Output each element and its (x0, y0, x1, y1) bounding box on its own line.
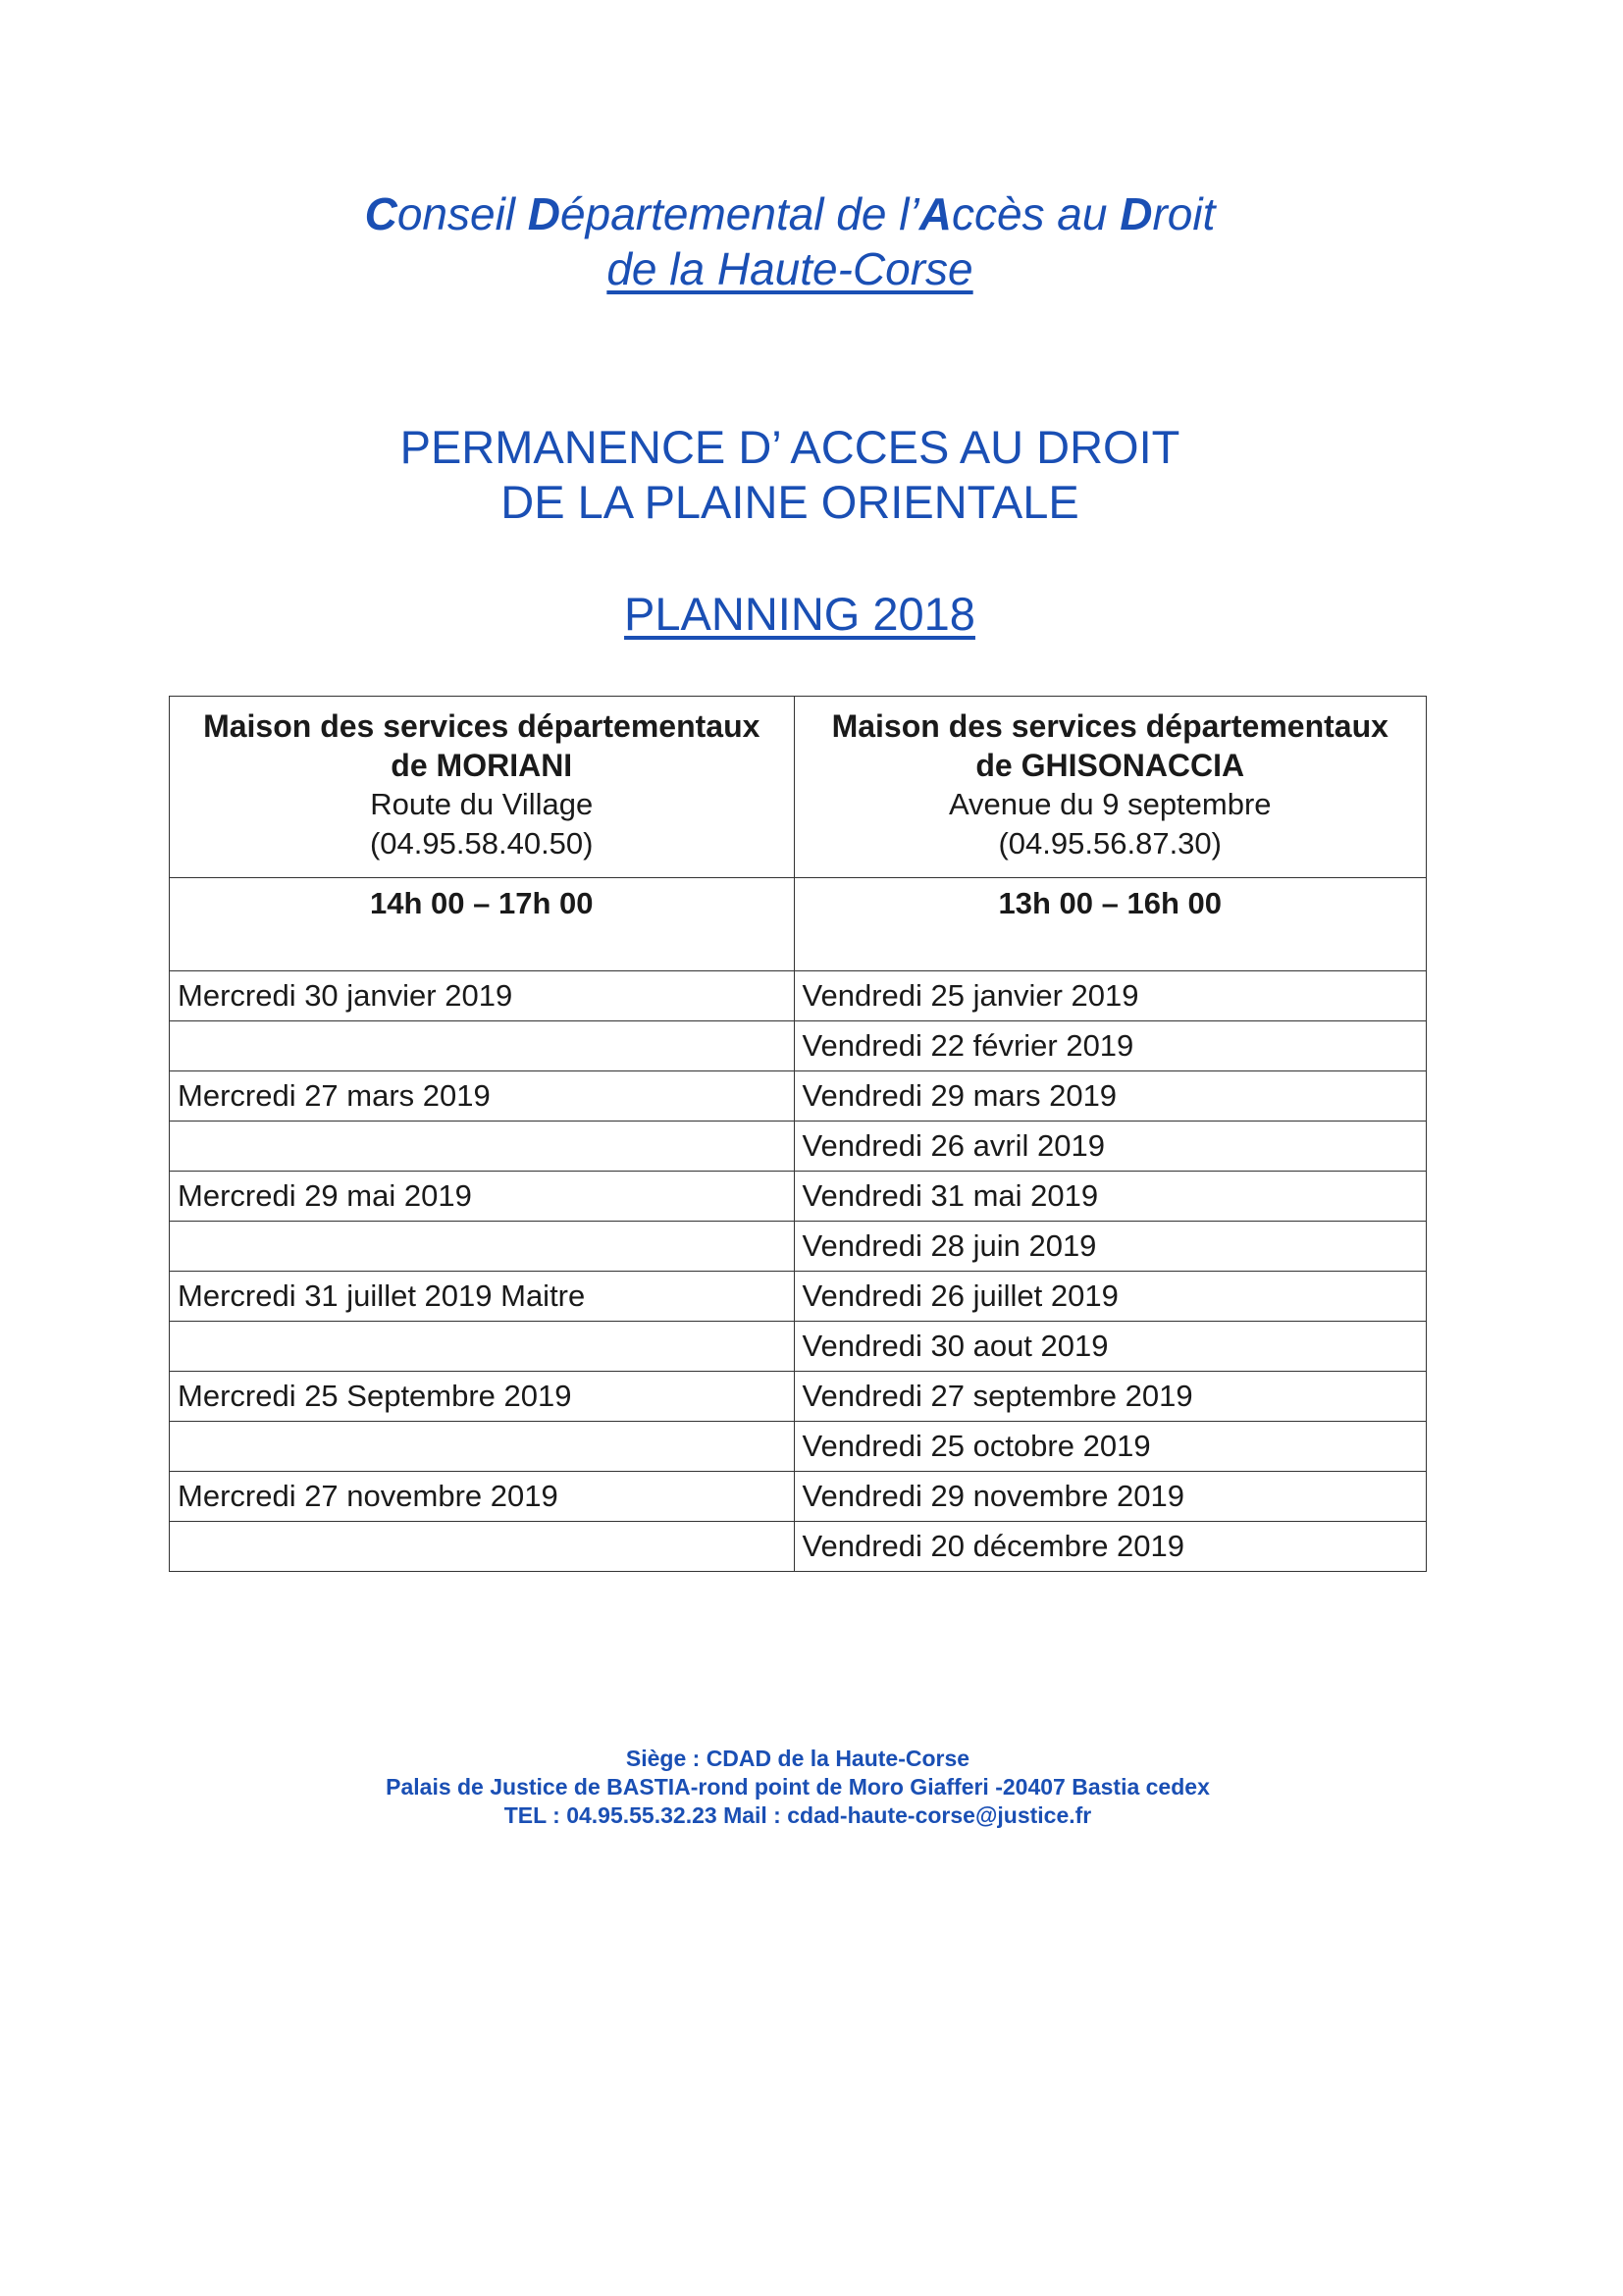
council-title-part: C (364, 188, 397, 239)
date-text: Vendredi 30 aout 2019 (802, 1329, 1109, 1363)
moriani-date-cell (170, 1322, 795, 1372)
moriani-date-cell (170, 1071, 795, 1122)
footer-line3: TEL : 04.95.55.32.23 Mail : cdad-haute-corse@justice.fr (503, 1802, 1092, 1828)
site-address: Avenue du 9 septembre (948, 787, 1272, 821)
council-title (0, 186, 1580, 296)
council-title-part: épartemental de l’ (560, 188, 919, 239)
moriani-date-cell (170, 1422, 795, 1472)
table-row (170, 1222, 1427, 1272)
site-name-line2: de GHISONACCIA (975, 748, 1245, 783)
date-text: Mercredi 27 novembre 2019 (178, 1479, 558, 1513)
site-header-row (170, 697, 1427, 878)
permanence-title-line2: DE LA PLAINE ORIENTALE (500, 476, 1079, 528)
table-row (170, 1021, 1427, 1071)
ghisonaccia-date-cell (794, 971, 1427, 1021)
date-text: Vendredi 31 mai 2019 (802, 1178, 1099, 1213)
permanence-title (0, 420, 1580, 530)
date-text: Mercredi 25 Septembre 2019 (178, 1379, 572, 1413)
moriani-date-cell (170, 1222, 795, 1272)
ghisonaccia-date-cell (794, 1322, 1427, 1372)
date-text: Vendredi 29 mars 2019 (802, 1078, 1118, 1113)
table-row (170, 1372, 1427, 1422)
date-text: Vendredi 25 janvier 2019 (802, 978, 1139, 1013)
council-title-part: roit (1152, 188, 1216, 239)
council-title-part: D (1120, 188, 1153, 239)
moriani-date-cell (170, 1372, 795, 1422)
council-title-line1 (0, 186, 1580, 241)
council-title-line2: de la Haute-Corse (606, 243, 973, 294)
ghisonaccia-date-cell (794, 1222, 1427, 1272)
ghisonaccia-date-cell (794, 1272, 1427, 1322)
site-phone: (04.95.56.87.30) (998, 826, 1222, 861)
site-phone: (04.95.58.40.50) (369, 826, 594, 861)
site-address: Route du Village (370, 787, 594, 821)
site-cell-ghisonaccia (794, 697, 1427, 878)
ghisonaccia-date-cell (794, 1522, 1427, 1572)
footer-line2: Palais de Justice de BASTIA-rond point de Moro Giafferi -20407 Bastia cedex (386, 1774, 1210, 1800)
ghisonaccia-date-cell (794, 1472, 1427, 1522)
date-text: Mercredi 30 janvier 2019 (178, 978, 513, 1013)
council-title-part: A (918, 188, 952, 239)
hours-cell-moriani: 14h 00 – 17h 00 (170, 878, 795, 971)
table-row (170, 1172, 1427, 1222)
footer-line1: Siège : CDAD de la Haute-Corse (625, 1746, 970, 1771)
date-text: Mercredi 31 juillet 2019 Maitre (178, 1278, 586, 1313)
council-title-part: onseil (396, 188, 528, 239)
schedule-table (169, 696, 1427, 1572)
date-text: Vendredi 25 octobre 2019 (802, 1429, 1151, 1463)
table-row (170, 1322, 1427, 1372)
council-title-part: ccès au (951, 188, 1121, 239)
planning-title: PLANNING 2018 (624, 588, 975, 640)
moriani-date-cell (170, 1172, 795, 1222)
table-row (170, 1071, 1427, 1122)
moriani-date-cell (170, 971, 795, 1021)
date-text: Vendredi 26 avril 2019 (802, 1128, 1106, 1163)
moriani-date-cell (170, 1122, 795, 1172)
site-cell-moriani (170, 697, 795, 878)
moriani-date-cell (170, 1472, 795, 1522)
date-text: Mercredi 27 mars 2019 (178, 1078, 491, 1113)
moriani-date-cell (170, 1522, 795, 1572)
table-row (170, 1422, 1427, 1472)
date-text: Vendredi 26 juillet 2019 (802, 1278, 1119, 1313)
moriani-date-cell (170, 1272, 795, 1322)
date-text: Vendredi 22 février 2019 (802, 1028, 1134, 1063)
date-text: Vendredi 28 juin 2019 (802, 1228, 1097, 1263)
date-text: Mercredi 29 mai 2019 (178, 1178, 472, 1213)
ghisonaccia-date-cell (794, 1422, 1427, 1472)
ghisonaccia-date-cell (794, 1122, 1427, 1172)
hours-row (170, 878, 1427, 971)
moriani-date-cell (170, 1021, 795, 1071)
table-row (170, 1272, 1427, 1322)
council-title-part: D (527, 188, 561, 239)
ghisonaccia-date-cell (794, 1372, 1427, 1422)
table-row (170, 1122, 1427, 1172)
ghisonaccia-date-cell (794, 1172, 1427, 1222)
site-name-line2: de MORIANI (391, 748, 573, 783)
hours-cell-ghisonaccia: 13h 00 – 16h 00 (794, 878, 1427, 971)
ghisonaccia-date-cell (794, 1021, 1427, 1071)
footer (0, 1745, 1596, 1830)
site-name-line1: Maison des services départementaux (203, 708, 760, 744)
table-row (170, 1522, 1427, 1572)
site-name-line1: Maison des services départementaux (831, 708, 1388, 744)
table-row (170, 971, 1427, 1021)
ghisonaccia-date-cell (794, 1071, 1427, 1122)
date-text: Vendredi 29 novembre 2019 (802, 1479, 1185, 1513)
table-row (170, 1472, 1427, 1522)
date-text: Vendredi 27 septembre 2019 (802, 1379, 1193, 1413)
date-text: Vendredi 20 décembre 2019 (802, 1529, 1185, 1563)
permanence-title-line1: PERMANENCE D’ ACCES AU DROIT (399, 421, 1180, 473)
